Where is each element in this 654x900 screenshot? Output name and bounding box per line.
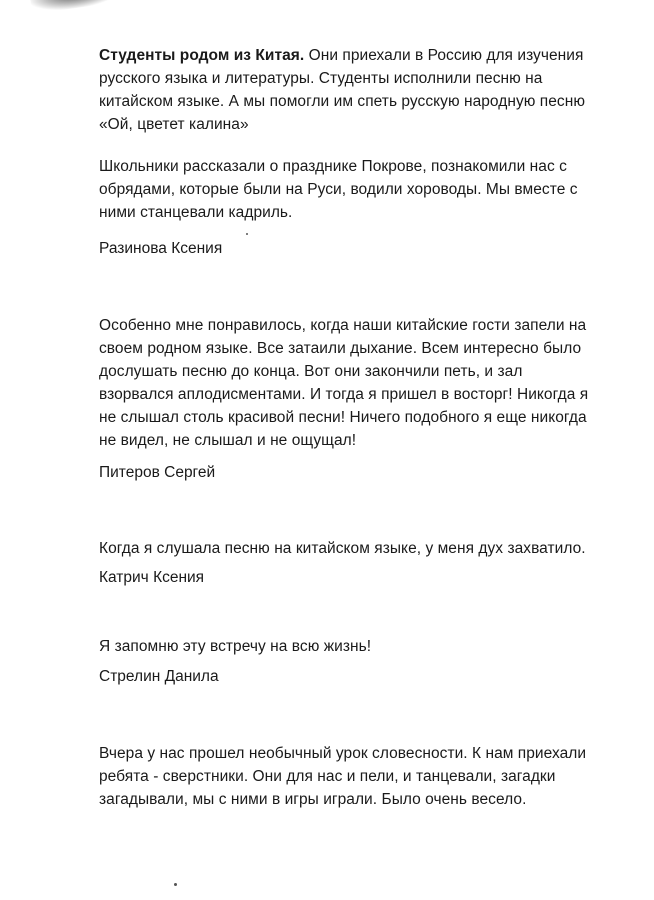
paragraph-unusual-lesson: Вчера у нас прошел необычный урок словесности. К нам приехали ребята - сверстники. Они для нас и пели, и танцевали, загадки загадывали, мы с ними в игры играли. Было очень весело. bbox=[99, 745, 587, 808]
signature-katrich: Катрич Ксения bbox=[99, 569, 205, 586]
paragraph-remember-meeting: Я запомню эту встречу на всю жизнь! bbox=[99, 638, 372, 655]
signature-razinova: Разинова Ксения bbox=[99, 240, 223, 257]
paragraph-song-impression: Когда я слушала песню на китайском языке, у меня дух захватило. bbox=[99, 540, 586, 557]
signature-piterov: Питеров Сергей bbox=[99, 464, 216, 481]
signature-strelin: Стрелин Данила bbox=[99, 668, 219, 685]
paragraph-chinese-students bbox=[99, 44, 619, 136]
paragraph-schoolchildren: Школьники рассказали о празднике Покрове, познакомили нас с обрядами, которые были на Руси, водили хороводы. Мы вместе с ними станцевали кадриль. bbox=[99, 158, 578, 221]
paragraph-rest: Они приехали в Россию для изучения русского языка и литературы. Студенты исполнили песню на китайском языке. А мы помогли им спеть русскую народную песню «Ой, цветет калина» bbox=[99, 47, 585, 133]
paragraph-favorite-moment: Особенно мне понравилось, когда наши китайские гости запели на своем родном языке. Все затаили дыхание. Всем интересно было дослушать песню до конца. Вот они закончили петь, и зал взорвался аплодисментами. И тогда я пришел в восторг! Никогда я не слышал столь красивой песни! Ничего подобного я еще никогда не видел, не слышал и не ощущал! bbox=[99, 317, 589, 449]
paragraph-lead-bold: Студенты родом из Китая. bbox=[99, 47, 305, 64]
scan-smudge bbox=[28, 0, 121, 14]
scan-speck bbox=[246, 233, 248, 235]
scan-speck bbox=[174, 883, 177, 886]
